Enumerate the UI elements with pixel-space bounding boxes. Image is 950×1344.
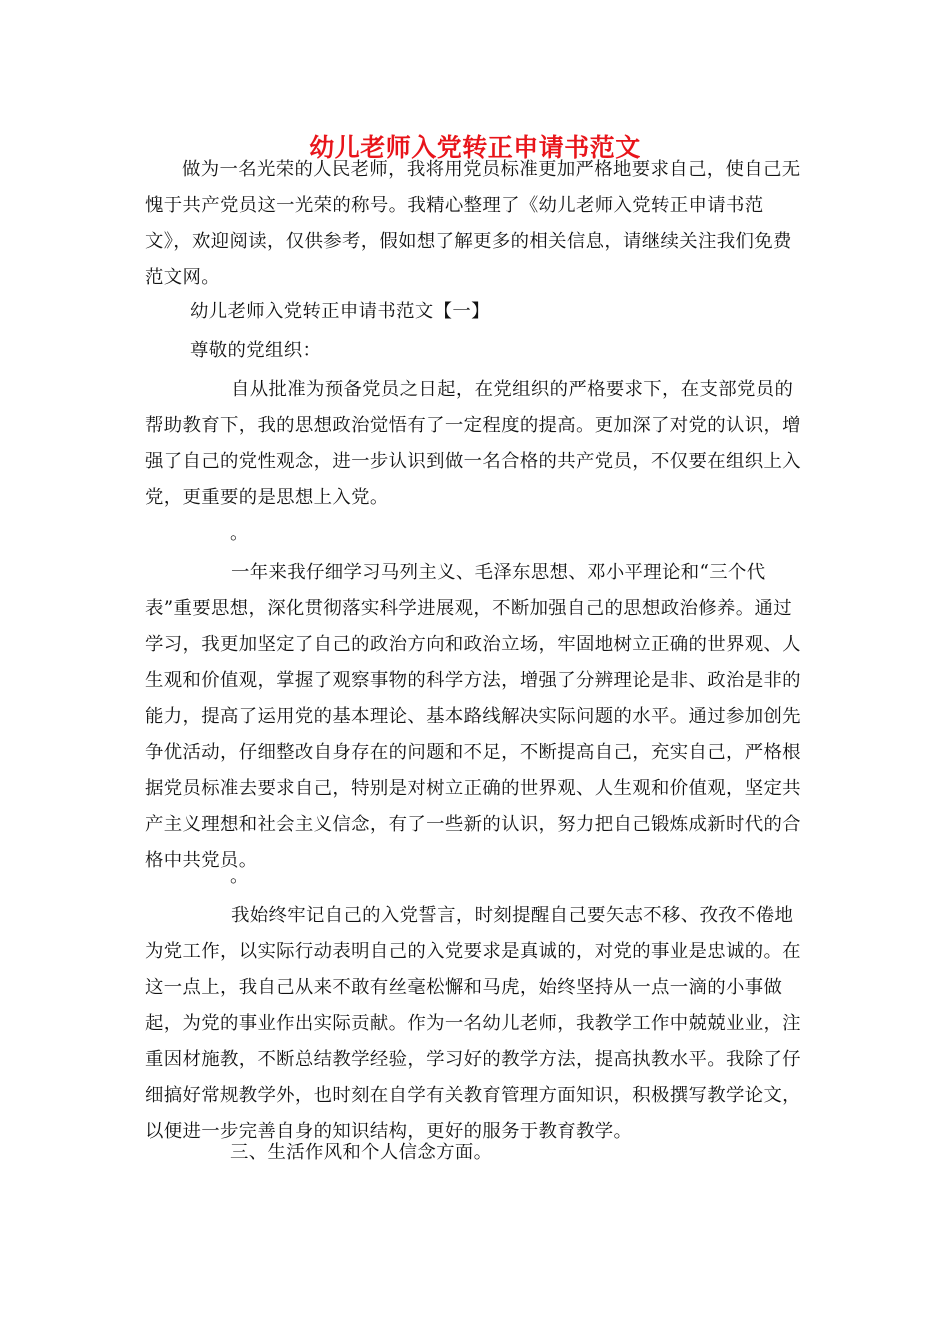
separator-mark-1: 。: [230, 523, 249, 544]
separator-mark-2: 。: [230, 866, 249, 887]
salutation: 尊敬的党组织：: [190, 340, 322, 361]
body-paragraph-2: 一年来我仔细学习马列主义、毛泽东思想、邓小平理论和“三个代表”重要思想，深化贯彻落实科学进展观，不断加强自己的思想政治修养。通过学习，我更加坚定了自己的政治方向和政治立场，牢固地树立正确的世界观、人生观和价值观，掌握了观察事物的科学方法，增强了分辨理论是非、政治是非的能力，提高了运用党的基本理论、基本路线解决实际问题的水平。通过参加创先争优活动，仔细整改自身存在的问题和不足，不断提高自己，充实自己，严格根据党员标准去要求自己，特别是对树立正确的世界观、人生观和价值观，坚定共产主义理想和社会主义信念，有了一些新的认识，努力把自己锻炼成新时代的合格中共党员。: [145, 562, 801, 871]
body-paragraph-1: 自从批准为预备党员之日起，在党组织的严格要求下，在支部党员的帮助教育下，我的思想政治觉悟有了一定程度的提高。更加深了对党的认识，增强了自己的党性观念，进一步认识到做一名合格的共产党员，不仅要在组织上入党，更重要的是思想上入党。: [145, 379, 801, 508]
section-subheading: 幼儿老师入党转正申请书范文【一】: [190, 301, 490, 322]
intro-paragraph: 做为一名光荣的人民老师，我将用党员标准更加严格地要求自己，使自己无愧于共产党员这一光荣的称号。我精心整理了《幼儿老师入党转正申请书范文》，欢迎阅读，仅供参考，假如想了解更多的相关信息，请继续关注我们免费范文网。: [145, 159, 801, 288]
section-3-heading: 三、生活作风和个人信念方面。: [230, 1142, 493, 1163]
body-paragraph-3: 我始终牢记自己的入党誓言，时刻提醒自己要矢志不移、孜孜不倦地为党工作，以实际行动表明自己的入党要求是真诚的，对党的事业是忠诚的。在这一点上，我自己从来不敢有丝毫松懈和马虎，始终坚持从一点一滴的小事做起，为党的事业作出实际贡献。作为一名幼儿老师，我教学工作中兢兢业业，注重因材施教，不断总结教学经验，学习好的教学方法，提高执教水平。我除了仔细搞好常规教学外，也时刻在自学有关教育管理方面知识，积极撰写教学论文，以便进一步完善自身的知识结构，更好的服务于教育教学。: [145, 905, 801, 1142]
document-title: 幼儿老师入党转正申请书范文: [309, 132, 641, 162]
